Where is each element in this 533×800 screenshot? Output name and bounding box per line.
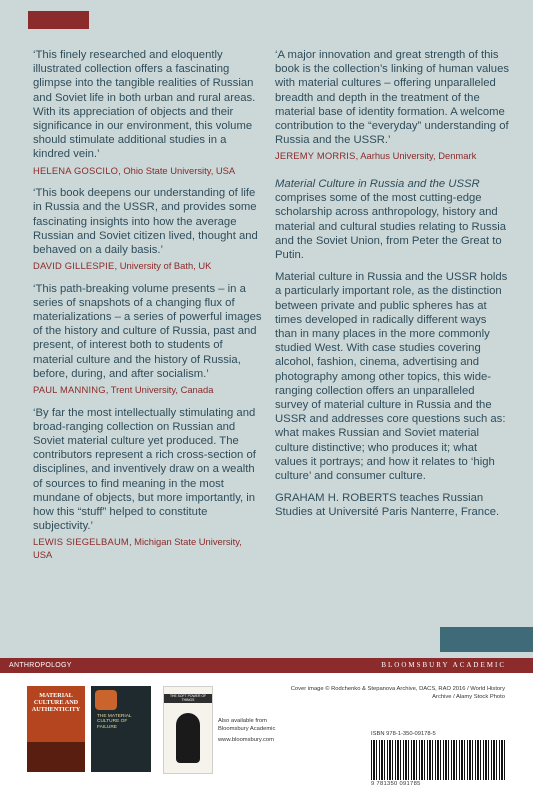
endorser-affiliation: , Ohio State University, USA [118,164,236,176]
author-bio: GRAHAM H. ROBERTS teaches Russian Studies at Université Paris Nanterre, France. [275,492,500,519]
related-book-cover[interactable] [163,686,213,774]
related-book-cover[interactable] [91,686,151,772]
description-paragraph: Material culture in Russia and the USSR holds a particularly important role, as the distinction between private and public spheres has at times developed in radically different ways than in many places in the more commonly studied West. With case studies covering alcohol, fashion, cinema, advertising and photography among other topics, this wide-ranging collection offers an unparalleled survey of material culture in Russia and the USSR and addresses core questions such as: what makes Russian and Soviet material culture distinctive; who produces it; what values it portrays; and how it relates to ‘high culture’ and consumer culture. [275,271,508,482]
also-available-text: Also available from Bloomsbury Academic [218,718,276,732]
cover-image-detail [95,690,117,710]
endorsement-attribution [33,384,263,397]
isbn-text: ISBN 978-1-350-09178-5 [371,731,436,737]
endorsement-block [33,186,263,273]
endorsement-block [33,282,263,397]
endorsement-attribution [33,165,263,178]
endorsement-block [33,48,263,177]
top-red-tab [28,11,89,29]
endorser-name: HELENA GOSCILO [33,164,119,176]
related-book-cover[interactable] [27,686,85,772]
endorsement-quote: ‘This book deepens our understanding of life in Russia and the USSR, and provides some fascinating insights into how the average Russian and Soviet citizen lived, thought and behaved on a daily basis.’ [33,187,258,256]
endorsement-quote: ‘This finely researched and eloquently illustrated collection offers a fascinating glimpse into the tangible realities of Russian and Soviet life in both urban and rural areas. With its appreciation of objects and their significance in our environment, this volume should stimulate additional studies in a kindred vein.’ [33,49,256,161]
endorsement-quote: ‘This path-breaking volume presents – in a series of snapshots of a changing flux of materializations – a series of powerful images of the history and culture of Russia, past and present, of interest both to students of material culture and the history of Russia, before, during, and after socialism.’ [33,282,262,380]
cover-image-credit: Cover image © Rodchenko & Stepanova Archive, DACS, RAO 2016 / World History Archive / Alamy Stock Photo [290,686,505,700]
barcode-bars [371,740,507,780]
endorser-affiliation: , Aarhus University, Denmark [355,150,477,162]
barcode-number: 9 781350 091785 [371,781,421,787]
endorsement-attribution [33,260,263,273]
left-column [33,48,263,570]
category-label: ANTHROPOLOGY [9,662,72,669]
endorser-affiliation: , Michigan State University, USA [33,536,242,560]
right-column [275,48,510,528]
related-book-title: THE MATERIAL CULTURE OF FAILURE [97,714,132,730]
endorsement-quote: ‘A major innovation and great strength of this book is the collection’s linking of human values with material cultures – offering unparalleled breadth and depth in the treatment of the material base of identity formation. A welcome contribution to the “everyday” understanding of Russia and the USSR.’ [275,49,510,147]
isbn-barcode [371,731,507,789]
book-title-italic: Material Culture in Russia and the USSR [275,177,480,190]
endorser-name: JEREMY MORRIS [275,150,356,162]
related-book-title: THE SOFT POWER OF THINGS [169,694,207,702]
cover-figure-illustration [176,713,200,763]
teal-accent-block [440,627,533,652]
endorser-affiliation: , University of Bath, UK [114,260,212,272]
endorser-name: DAVID GILLESPIE [33,260,115,272]
cover-image-strip [27,742,85,772]
endorsement-quote: ‘By far the most intellectually stimulating and broad-ranging collection on Russian and Soviet material culture yet produced. The contributors represent a rich cross-section of disciplines, and inventively draw on a wealth of sources to find meaning in the most mundane of objects, but more importantly, in how this “stuff” helped to constitute subjectivity.’ [33,406,256,533]
endorser-affiliation: , Trent University, Canada [105,384,214,396]
publisher-band [0,658,533,673]
description-text: comprises some of the most cutting-edge scholarship across anthropology, history and material and cultural studies relating to Russia and the Soviet Union, from Peter the Great to Putin. [275,192,507,261]
endorser-name: LEWIS SIEGELBAUM [33,536,129,548]
endorsement-attribution [33,536,263,561]
back-cover-footer [0,673,533,800]
endorser-name: PAUL MANNING [33,384,106,396]
endorsement-attribution [275,150,510,163]
description-paragraph [275,177,510,262]
endorsement-block [275,48,510,163]
endorsement-block [33,406,263,562]
publisher-name: BLOOMSBURY ACADEMIC [381,661,506,669]
related-book-title: MATERIAL CULTURE AND AUTHENTICITY [31,692,81,713]
publisher-website[interactable]: www.bloomsbury.com [218,737,274,743]
